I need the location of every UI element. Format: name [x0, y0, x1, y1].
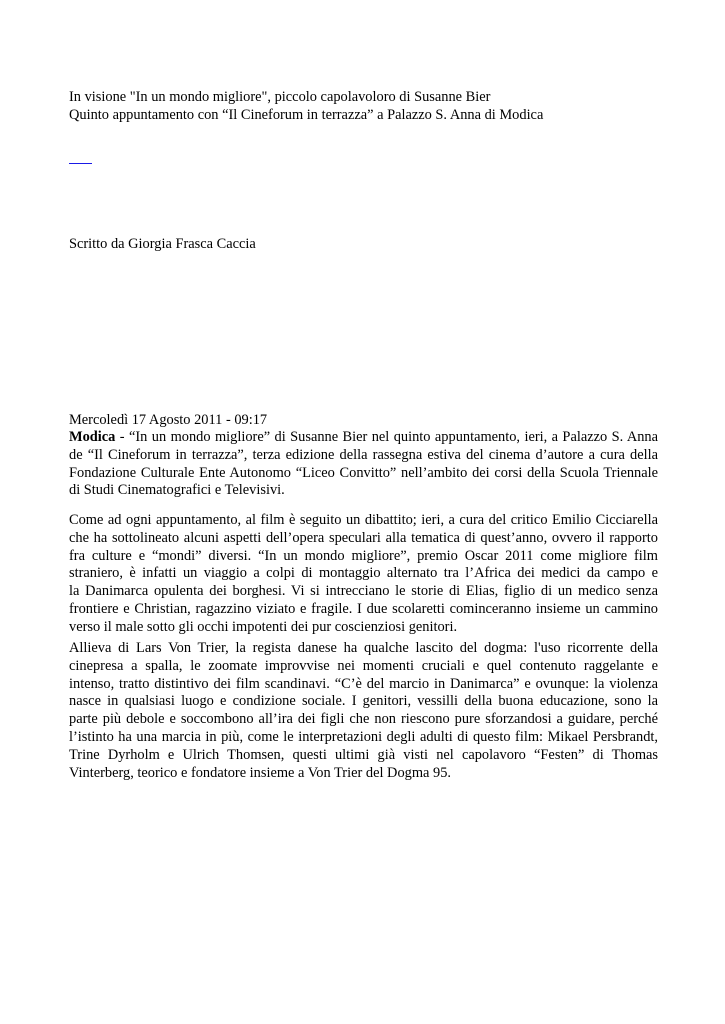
paragraph-line: nasce in qualsiasi luogo e condizione sociale. I genitori, vessilli della buona educazione, sono la [69, 693, 658, 710]
paragraph-line: di Studi Cinematografici e Televisivi. [69, 482, 285, 499]
paragraph-line: la Danimarca opulenta dei borghesi. Vi si intrecciano le storie di Elias, figlio di un medico senza [69, 583, 658, 600]
paragraph-1 [69, 429, 658, 500]
publish-date: Mercoledì 17 Agosto 2011 - 09:17 [69, 412, 268, 428]
location-lead: Modica [69, 429, 116, 445]
article-title: In visione "In un mondo migliore", piccolo capolavoloro di Susanne Bier [69, 89, 491, 105]
paragraph-3 [69, 640, 658, 782]
paragraph-line [69, 429, 658, 447]
paragraph-line: Allieva di Lars Von Trier, la regista danese ha qualche lascito del dogma: l'uso ricorrente della [69, 640, 658, 656]
link-underline[interactable] [69, 163, 92, 164]
paragraph-line: l’istinto ha una marcia in più, come le interpretazioni degli adulti di questo film: Mikael Persbrandt, [69, 728, 658, 745]
paragraph-line: parte più debole e soccombono all’ira dei figli che non riescono pure sforzandosi a guidare, perché [69, 711, 658, 728]
paragraph-line: che ha sottolineato alcuni aspetti dell’opera speculari alla tematica di quest’anno, ovvero il rapporto [69, 529, 658, 546]
paragraph-line: Trine Dyrholm e Ulrich Thomsen, questi ultimi già visti nel capolavoro “Festen” di Thomas [69, 746, 658, 763]
paragraph-2 [69, 512, 658, 637]
paragraph-line: frontiere e Christian, ragazzino viziato e fragile. I due scolaretti cominceranno insieme un cammino [69, 600, 658, 617]
paragraph-line: verso il male sotto gli occhi impotenti dei pur coscienziosi genitori. [69, 618, 458, 635]
paragraph-line: straniero, è infatti un viaggio a colpi di montaggio alternato tra l’Africa dei medici da campo e [69, 565, 658, 582]
author-byline: Scritto da Giorgia Frasca Caccia [69, 236, 256, 252]
paragraph-text: - “In un mondo migliore” di Susanne Bier nel quinto appuntamento, ieri, a Palazzo S. Anna [115, 429, 658, 445]
paragraph-line: Come ad ogni appuntamento, al film è seguito un dibattito; ieri, a cura del critico Emilio Cicciarella [69, 512, 658, 528]
paragraph-line: fra culture e “mondi” diversi. “In un mondo migliore”, premio Oscar 2011 come migliore film [69, 547, 658, 564]
paragraph-line: de “Il Cineforum in terrazza”, terza edizione della rassegna estiva del cinema d’autore a cura della [69, 446, 658, 463]
paragraph-line: cinepresa a spalla, le zoomate improvvise nei momenti cruciali e quel contenuto raggelante e [69, 657, 658, 674]
paragraph-line: Vinterberg, teorico e fondatore insieme a Von Trier del Dogma 95. [69, 764, 452, 781]
article-subtitle: Quinto appuntamento con “Il Cineforum in terrazza” a Palazzo S. Anna di Modica [69, 107, 544, 123]
paragraph-line: Fondazione Culturale Ente Autonomo “Liceo Convitto” nell’ambito dei corsi della Scuola Triennale [69, 464, 658, 481]
paragraph-line: intenso, tratto distintivo dei film scandinavi. “C’è del marcio in Danimarca” e ovunque: la violenza [69, 675, 658, 692]
